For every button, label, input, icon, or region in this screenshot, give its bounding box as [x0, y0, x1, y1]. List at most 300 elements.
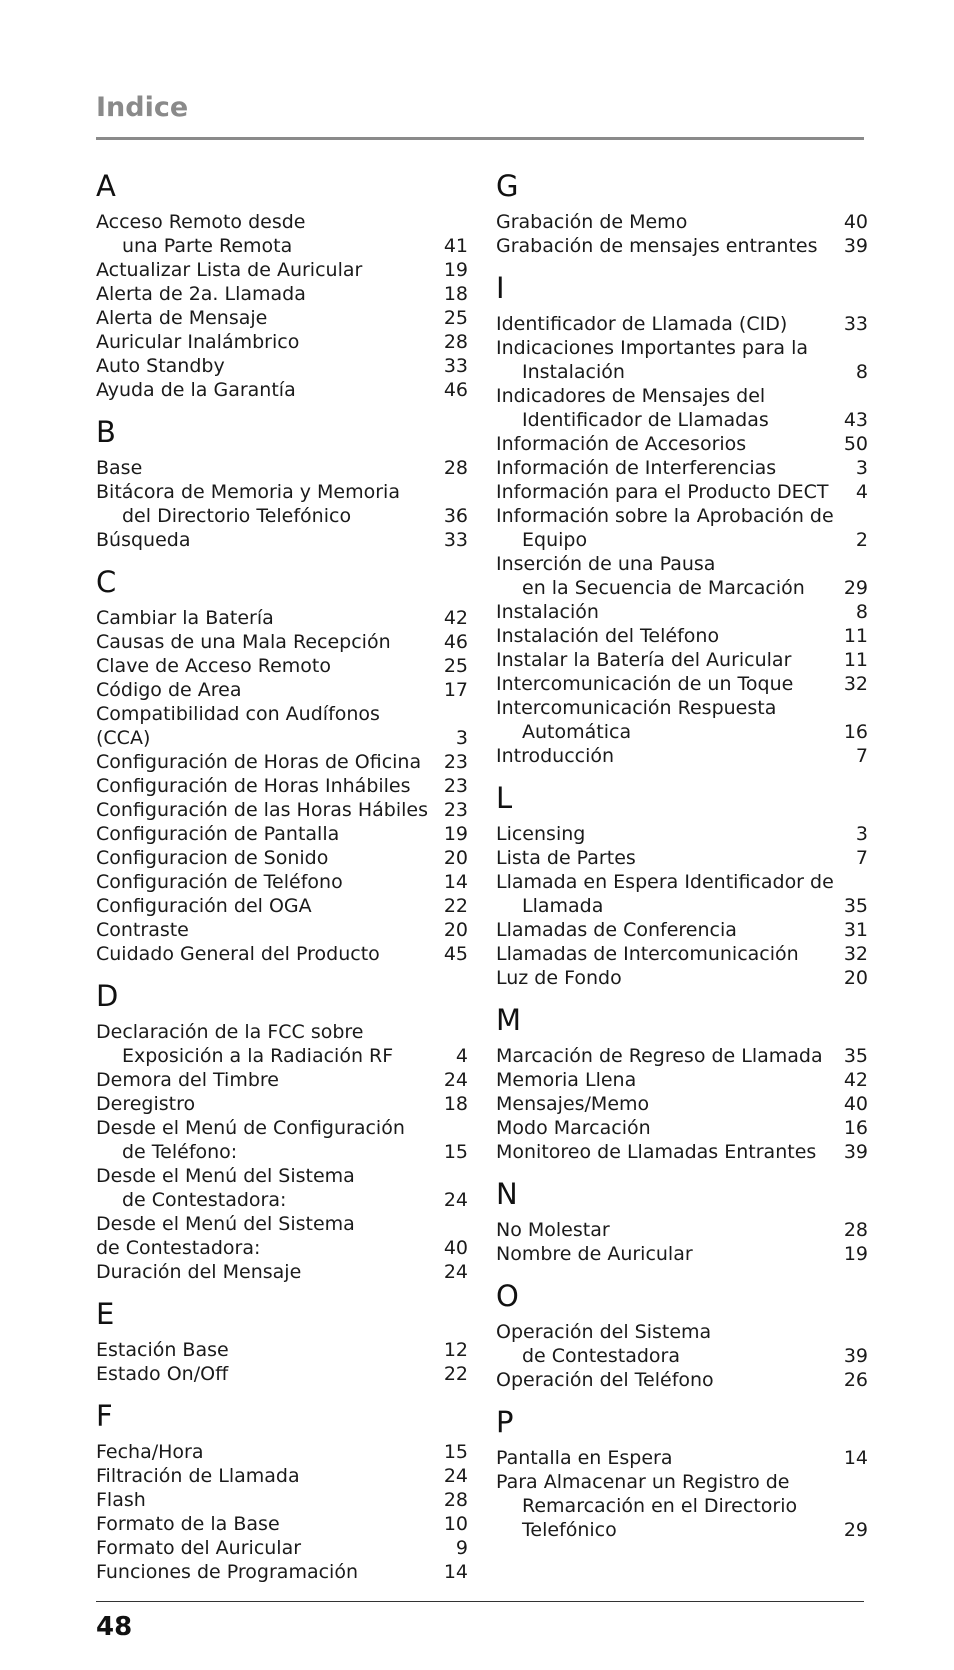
entry-text	[96, 1164, 442, 1212]
entry-line: Desde el Menú de Configuración	[96, 1117, 405, 1139]
entry-page-number: 14	[443, 871, 468, 893]
entry-text	[96, 606, 442, 630]
entry-line: Duración del Mensaje	[96, 1261, 302, 1283]
entry-line: Instalación	[496, 601, 599, 623]
entry-text	[496, 822, 842, 846]
entry-continuation-line: Telefónico	[522, 1519, 617, 1541]
entry-line: Intercomunicación de un Toque	[496, 673, 794, 695]
entry-text	[496, 942, 842, 966]
section-letter: C	[96, 565, 117, 599]
entry-text	[96, 282, 442, 306]
entry-line: Inserción de una Pausa	[496, 553, 716, 575]
entry-line: Causas de una Mala Recepción	[96, 631, 391, 653]
entry-page-number: 16	[843, 1117, 868, 1139]
entry-text	[496, 870, 842, 918]
entry-text	[96, 822, 442, 846]
entry-line: Demora del Timbre	[96, 1069, 279, 1091]
entry-line: Configuración del OGA	[96, 895, 312, 917]
entry-continuation-line: de Contestadora	[522, 1345, 680, 1367]
entry-page-number: 20	[443, 847, 468, 869]
entry-line: Auricular Inalámbrico	[96, 331, 300, 353]
entry-page-number: 39	[843, 235, 868, 257]
entry-text	[496, 648, 842, 672]
entry-line: Grabación de mensajes entrantes	[496, 235, 818, 257]
index-entry	[496, 312, 868, 336]
entry-line: Actualizar Lista de Auricular	[96, 259, 363, 281]
entry-line: Intercomunicación Respuesta	[496, 697, 777, 719]
entry-line: Instalar la Batería del Auricular	[496, 649, 792, 671]
entry-text	[496, 1242, 842, 1266]
entry-text	[96, 1260, 442, 1284]
entry-continuation-line: Instalación	[522, 361, 625, 383]
entry-continuation-line: Exposición a la Radiación RF	[122, 1045, 394, 1067]
entry-page-number: 46	[443, 631, 468, 653]
entry-page-number: 24	[443, 1465, 468, 1487]
entry-line: Acceso Remoto desde	[96, 211, 306, 233]
entry-text	[96, 354, 442, 378]
section-letter: P	[496, 1405, 514, 1439]
entry-line: Base	[96, 457, 143, 479]
entry-page-number: 24	[443, 1069, 468, 1091]
entry-text	[496, 1470, 842, 1542]
entry-line: de Contestadora:	[96, 1237, 261, 1259]
entry-text	[96, 528, 442, 552]
entry-page-number: 28	[443, 1489, 468, 1511]
section-letter: A	[96, 169, 116, 203]
index-column-left	[96, 168, 468, 1596]
entry-continuation-line: una Parte Remota	[122, 235, 293, 257]
entry-continuation-line: de Teléfono:	[122, 1141, 238, 1163]
entry-line: No Molestar	[496, 1219, 610, 1241]
entry-page-number: 18	[443, 283, 468, 305]
index-entry	[96, 456, 468, 480]
index-entry	[96, 1020, 468, 1068]
entry-page-number: 9	[455, 1537, 468, 1559]
entry-page-number: 24	[443, 1189, 468, 1211]
section-letter: E	[96, 1297, 115, 1331]
index-entry	[96, 480, 468, 528]
index-entry	[496, 480, 868, 504]
index-entry	[496, 1368, 868, 1392]
entry-text	[496, 312, 842, 336]
index-entry	[96, 870, 468, 894]
entry-text	[96, 456, 442, 480]
index-entry	[96, 1362, 468, 1386]
entry-line: Luz de Fondo	[496, 967, 622, 989]
entry-page-number: 32	[843, 673, 868, 695]
entry-line: Indicaciones Importantes para la	[496, 337, 809, 359]
entry-line: Información de Accesorios	[496, 433, 747, 455]
entry-line: Para Almacenar un Registro de	[496, 1471, 790, 1493]
index-entry	[496, 1218, 868, 1242]
entry-text	[96, 1536, 442, 1560]
index-entry	[96, 1512, 468, 1536]
index-section	[96, 414, 468, 552]
entry-page-number: 26	[843, 1369, 868, 1391]
index-entry	[96, 354, 468, 378]
section-letter: D	[96, 979, 119, 1013]
entry-line: Desde el Menú del Sistema	[96, 1165, 355, 1187]
index-entry	[96, 1536, 468, 1560]
index-entry	[496, 384, 868, 432]
entry-page-number: 11	[843, 649, 868, 671]
index-section	[96, 978, 468, 1284]
entry-page-number: 41	[443, 235, 468, 257]
index-section	[96, 168, 468, 402]
entry-text	[496, 210, 842, 234]
entry-text	[496, 1044, 842, 1068]
entry-text	[96, 1362, 442, 1386]
entry-text	[96, 1512, 442, 1536]
entry-page-number: 24	[443, 1261, 468, 1283]
entry-line: Identificador de Llamada (CID)	[496, 313, 788, 335]
index-section	[496, 270, 868, 768]
index-entry	[496, 696, 868, 744]
entry-line: Formato del Auricular	[96, 1537, 302, 1559]
entry-page-number: 40	[443, 1237, 468, 1259]
entry-text	[96, 330, 442, 354]
index-entry	[496, 846, 868, 870]
index-entry	[96, 282, 468, 306]
entry-line: Código de Area	[96, 679, 242, 701]
entry-page-number: 3	[855, 823, 868, 845]
index-entry	[496, 1470, 868, 1542]
index-entry	[496, 966, 868, 990]
entry-line: Compatibilidad con Audífonos (CCA)	[96, 703, 380, 749]
index-entry	[496, 600, 868, 624]
index-entry	[496, 1068, 868, 1092]
entry-page-number: 46	[443, 379, 468, 401]
entry-page-number: 7	[855, 745, 868, 767]
entry-text	[96, 1338, 442, 1362]
index-entry	[496, 552, 868, 600]
entry-text	[496, 1092, 842, 1116]
entry-line: Información sobre la Aprobación de	[496, 505, 834, 527]
entry-text	[496, 432, 842, 456]
index-entry	[496, 432, 868, 456]
index-entry	[96, 306, 468, 330]
index-entry	[496, 234, 868, 258]
entry-page-number: 14	[843, 1447, 868, 1469]
entry-page-number: 22	[443, 895, 468, 917]
index-entry	[496, 210, 868, 234]
entry-text	[496, 1116, 842, 1140]
entry-text	[96, 798, 442, 822]
entry-page-number: 45	[443, 943, 468, 965]
entry-line: Ayuda de la Garantía	[96, 379, 296, 401]
entry-page-number: 43	[843, 409, 868, 431]
entry-text	[96, 678, 442, 702]
entry-page-number: 33	[843, 313, 868, 335]
entry-continuation-line: Llamada	[522, 895, 604, 917]
entry-line: Formato de la Base	[96, 1513, 280, 1535]
entry-text	[96, 480, 442, 528]
entry-text	[496, 672, 842, 696]
entry-page-number: 12	[443, 1339, 468, 1361]
index-entry	[496, 456, 868, 480]
index-entry	[96, 750, 468, 774]
entry-page-number: 19	[443, 823, 468, 845]
header-divider	[96, 137, 864, 140]
entry-text	[96, 1212, 442, 1236]
index-entry	[96, 606, 468, 630]
entry-page-number: 36	[443, 505, 468, 527]
entry-text	[96, 894, 442, 918]
entry-text	[96, 1488, 442, 1512]
entry-line: Llamadas de Intercomunicación	[496, 943, 799, 965]
page-title: Indice	[96, 92, 189, 123]
index-entry	[96, 774, 468, 798]
entry-page-number: 29	[843, 1519, 868, 1541]
entry-text	[496, 1320, 842, 1368]
entry-page-number: 20	[843, 967, 868, 989]
entry-line: Licensing	[496, 823, 586, 845]
index-entry	[96, 1440, 468, 1464]
index-entry	[496, 822, 868, 846]
entry-continuation-line: Remarcación en el Directorio	[522, 1495, 798, 1517]
entry-continuation-line: Identificador de Llamadas	[522, 409, 769, 431]
entry-text	[96, 846, 442, 870]
entry-text	[96, 306, 442, 330]
entry-line: Bitácora de Memoria y Memoria	[96, 481, 400, 503]
entry-page-number: 35	[843, 1045, 868, 1067]
index-entry	[96, 330, 468, 354]
index-entry	[96, 1236, 468, 1260]
entry-line: Memoria Llena	[496, 1069, 637, 1091]
index-section	[96, 1398, 468, 1584]
index-entry	[96, 1164, 468, 1212]
entry-page-number: 17	[443, 679, 468, 701]
entry-line: Instalación del Teléfono	[496, 625, 720, 647]
entry-page-number: 20	[443, 919, 468, 941]
entry-page-number: 35	[843, 895, 868, 917]
index-entry	[496, 1446, 868, 1470]
index-entry	[96, 822, 468, 846]
entry-text	[496, 1140, 842, 1164]
entry-page-number: 19	[443, 259, 468, 281]
entry-line: Funciones de Programación	[96, 1561, 358, 1583]
entry-line: Alerta de Mensaje	[96, 307, 268, 329]
index-entry	[496, 1116, 868, 1140]
entry-line: Desde el Menú del Sistema	[96, 1213, 355, 1235]
entry-line: Alerta de 2a. Llamada	[96, 283, 306, 305]
index-entry	[496, 744, 868, 768]
index-entry	[96, 1560, 468, 1584]
index-entry	[96, 702, 468, 750]
index-section	[496, 1176, 868, 1266]
entry-line: Lista de Partes	[496, 847, 636, 869]
entry-text	[96, 750, 442, 774]
index-entry	[96, 630, 468, 654]
entry-line: Introducción	[496, 745, 615, 767]
page-number: 48	[96, 1612, 133, 1642]
entry-continuation-line: en la Secuencia de Marcación	[522, 577, 805, 599]
entry-page-number: 11	[843, 625, 868, 647]
entry-line: Monitoreo de Llamadas Entrantes	[496, 1141, 817, 1163]
index-entry	[96, 1464, 468, 1488]
entry-page-number: 23	[443, 799, 468, 821]
entry-page-number: 42	[843, 1069, 868, 1091]
index-entry	[96, 1092, 468, 1116]
entry-text	[96, 1020, 442, 1068]
index-section	[96, 564, 468, 966]
index-entry	[96, 1068, 468, 1092]
section-letter: G	[496, 169, 519, 203]
index-section	[496, 168, 868, 258]
entry-page-number: 32	[843, 943, 868, 965]
entry-line: Información de Interferencias	[496, 457, 777, 479]
index-entry	[96, 1338, 468, 1362]
entry-page-number: 3	[455, 727, 468, 749]
entry-page-number: 28	[443, 457, 468, 479]
entry-text	[96, 1560, 442, 1584]
index-entry	[96, 528, 468, 552]
entry-page-number: 8	[855, 601, 868, 623]
entry-text	[96, 774, 442, 798]
section-letter: L	[496, 781, 513, 815]
entry-line: Configuración de Horas Inhábiles	[96, 775, 411, 797]
index-entry	[496, 1242, 868, 1266]
entry-text	[496, 456, 842, 480]
entry-text	[96, 942, 442, 966]
entry-line: Información para el Producto DECT	[496, 481, 829, 503]
index-entry	[96, 1488, 468, 1512]
index-entry	[496, 504, 868, 552]
entry-page-number: 23	[443, 751, 468, 773]
entry-text	[96, 630, 442, 654]
entry-text	[496, 552, 842, 600]
entry-line: Configuración de Horas de Oficina	[96, 751, 422, 773]
entry-text	[496, 600, 842, 624]
entry-text	[496, 1368, 842, 1392]
entry-page-number: 15	[443, 1441, 468, 1463]
entry-line: Configuración de Pantalla	[96, 823, 340, 845]
entry-line: Grabación de Memo	[496, 211, 688, 233]
entry-line: Declaración de la FCC sobre	[96, 1021, 364, 1043]
index-entry	[96, 1260, 468, 1284]
entry-page-number: 39	[843, 1345, 868, 1367]
section-letter: B	[96, 415, 116, 449]
index-entry	[96, 378, 468, 402]
entry-text	[96, 1464, 442, 1488]
entry-text	[96, 210, 442, 258]
entry-line: Pantalla en Espera	[496, 1447, 673, 1469]
index-entry	[496, 648, 868, 672]
index-entry	[96, 918, 468, 942]
entry-text	[96, 702, 442, 750]
entry-text	[496, 504, 842, 552]
entry-line: Nombre de Auricular	[496, 1243, 693, 1265]
section-letter: M	[496, 1003, 522, 1037]
entry-continuation-line: Automática	[522, 721, 632, 743]
index-entry	[496, 1320, 868, 1368]
entry-line: Llamadas de Conferencia	[496, 919, 737, 941]
section-letter: F	[96, 1399, 113, 1433]
entry-page-number: 22	[443, 1363, 468, 1385]
index-entry	[96, 1212, 468, 1236]
index-entry	[96, 942, 468, 966]
entry-line: Configuración de las Horas Hábiles	[96, 799, 428, 821]
entry-continuation-line: del Directorio Telefónico	[122, 505, 352, 527]
index-entry	[96, 210, 468, 258]
entry-text	[496, 234, 842, 258]
entry-text	[96, 1236, 442, 1260]
entry-line: Operación del Teléfono	[496, 1369, 714, 1391]
entry-text	[496, 696, 842, 744]
entry-page-number: 29	[843, 577, 868, 599]
entry-text	[496, 624, 842, 648]
entry-line: Filtración de Llamada	[96, 1465, 300, 1487]
entry-page-number: 23	[443, 775, 468, 797]
entry-text	[96, 1440, 442, 1464]
entry-page-number: 10	[443, 1513, 468, 1535]
entry-line: Cuidado General del Producto	[96, 943, 380, 965]
entry-line: Deregistro	[96, 1093, 196, 1115]
index-entry	[496, 1092, 868, 1116]
entry-line: Estado On/Off	[96, 1363, 229, 1385]
entry-text	[96, 1068, 442, 1092]
index-entry	[96, 258, 468, 282]
entry-text	[96, 870, 442, 894]
footer-divider	[96, 1601, 864, 1602]
index-column-right	[496, 168, 868, 1554]
entry-page-number: 3	[855, 457, 868, 479]
entry-text	[496, 336, 842, 384]
entry-page-number: 7	[855, 847, 868, 869]
entry-page-number: 50	[843, 433, 868, 455]
index-entry	[496, 624, 868, 648]
entry-text	[496, 918, 842, 942]
index-entry	[96, 654, 468, 678]
entry-page-number: 33	[443, 355, 468, 377]
entry-page-number: 15	[443, 1141, 468, 1163]
entry-line: Indicadores de Mensajes del	[496, 385, 766, 407]
entry-line: Marcación de Regreso de Llamada	[496, 1045, 823, 1067]
index-entry	[496, 918, 868, 942]
entry-page-number: 33	[443, 529, 468, 551]
index-entry	[496, 1140, 868, 1164]
index-section	[496, 780, 868, 990]
index-entry	[496, 870, 868, 918]
index-entry	[96, 894, 468, 918]
entry-page-number: 25	[443, 307, 468, 329]
entry-text	[96, 1092, 442, 1116]
index-section	[96, 1296, 468, 1386]
entry-text	[496, 1068, 842, 1092]
entry-text	[96, 378, 442, 402]
entry-page-number: 4	[855, 481, 868, 503]
index-entry	[96, 846, 468, 870]
entry-page-number: 25	[443, 655, 468, 677]
entry-line: Modo Marcación	[496, 1117, 651, 1139]
entry-text	[96, 1116, 442, 1164]
entry-page-number: 39	[843, 1141, 868, 1163]
entry-page-number: 19	[843, 1243, 868, 1265]
index-entry	[96, 678, 468, 702]
index-section	[496, 1278, 868, 1392]
entry-text	[496, 480, 842, 504]
entry-line: Configuracion de Sonido	[96, 847, 329, 869]
entry-text	[96, 258, 442, 282]
entry-page-number: 40	[843, 211, 868, 233]
entry-text	[96, 918, 442, 942]
entry-line: Flash	[96, 1489, 146, 1511]
index-entry	[96, 798, 468, 822]
entry-page-number: 8	[855, 361, 868, 383]
index-entry	[496, 942, 868, 966]
section-letter: I	[496, 271, 505, 305]
entry-text	[496, 846, 842, 870]
